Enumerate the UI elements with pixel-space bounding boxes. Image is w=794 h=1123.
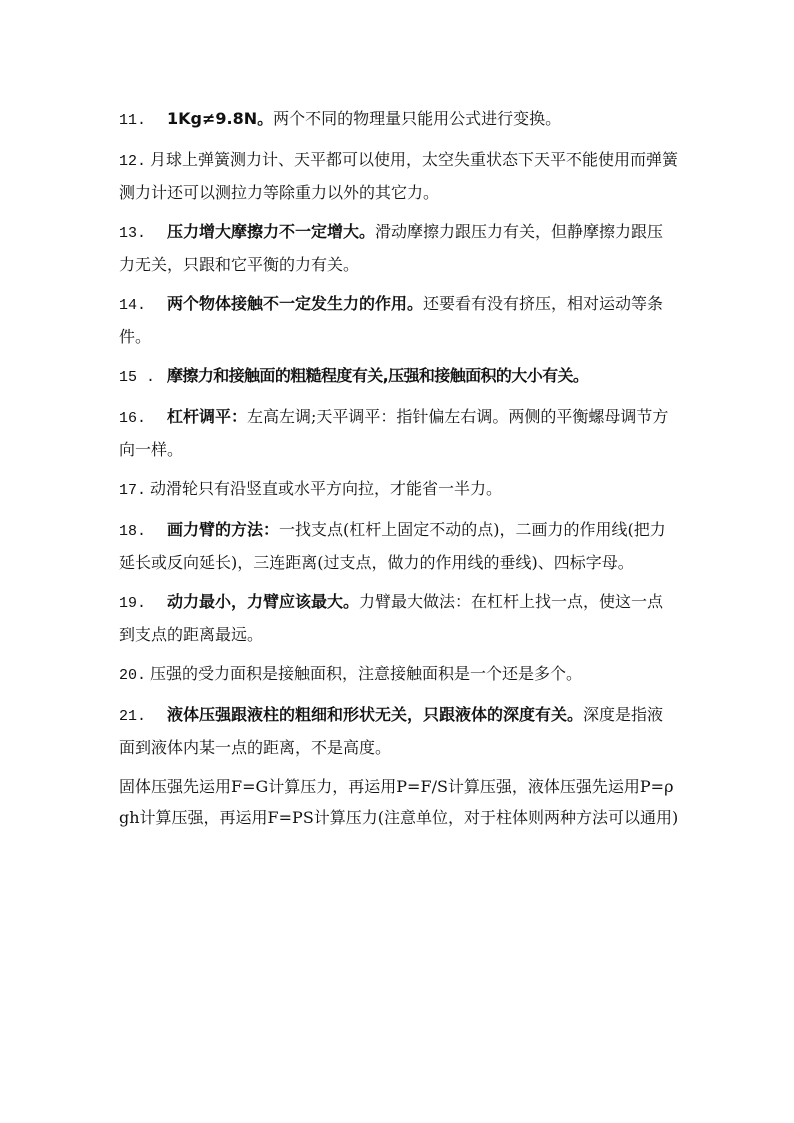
item-text: 一找支点(杠杆上固定不动的点)，二画力的作用线(把力延长或反向延长)，三连距离(过支点，做力的作用线的垂线)、四标字母。 [119, 520, 666, 572]
item-text: 压强的受力面积是接触面积，注意接触面积是一个还是多个。 [150, 664, 583, 683]
list-item-16 [119, 401, 679, 465]
list-item-18 [119, 514, 679, 578]
list-item-11 [119, 103, 679, 136]
item-number: 17. [119, 482, 147, 499]
item-text: 滑动摩擦力跟压力有关，但静摩擦力跟压力无关，只跟和它平衡的力有关。 [119, 222, 664, 274]
item-bold-text: 杠杆调平： [167, 407, 248, 426]
item-bold-text: 1Kg≠9.8N。 [167, 109, 274, 128]
closing-paragraph: 固体压强先运用F=G计算压力，再运用P=F/S计算压强，液体压强先运用P=ρgh计算压强，再运用F=PS计算压力(注意单位，对于柱体则两种方法可以通用) [119, 777, 679, 827]
document-body [119, 103, 679, 841]
item-text: 还要看有没有挤压，相对运动等条件。 [119, 294, 664, 346]
item-bold-text: 摩擦力和接触面的粗糙程度有关,压强和接触面积的大小有关。 [167, 366, 589, 385]
item-text: 左高左调;天平调平：指针偏左右调。两侧的平衡螺母调节方向一样。 [119, 407, 669, 459]
item-number: 16. [119, 410, 147, 427]
item-text: 力臂最大做法：在杠杆上找一点，使这一点到支点的距离最远。 [119, 592, 664, 644]
list-item-12 [119, 144, 679, 208]
item-bold-text: 压力增大摩擦力不一定增大。 [167, 222, 376, 241]
item-text: 月球上弹簧测力计、天平都可以使用，太空失重状态下天平不能使用而弹簧测力计还可以测拉力等除重力以外的其它力。 [119, 150, 679, 202]
item-number: 19. [119, 595, 147, 612]
item-bold-text: 动力最小，力臂应该最大。 [167, 592, 360, 611]
list-item-13 [119, 216, 679, 280]
list-item-20 [119, 658, 679, 691]
item-number: 21. [119, 708, 147, 725]
item-text: 两个不同的物理量只能用公式进行变换。 [273, 109, 562, 128]
list-item-19 [119, 586, 679, 650]
item-bold-text: 液体压强跟液柱的粗细和形状无关，只跟液体的深度有关。 [167, 705, 584, 724]
item-bold-text: 画力臂的方法： [167, 520, 280, 539]
item-text: 深度是指液面到液体内某一点的距离，不是高度。 [119, 705, 664, 757]
item-number: 15 . [119, 369, 156, 386]
item-number: 20. [119, 667, 147, 684]
item-number: 12. [119, 153, 147, 170]
item-number: 13. [119, 225, 147, 242]
item-number: 11. [119, 112, 147, 129]
item-number: 18. [119, 523, 147, 540]
list-item-14 [119, 288, 679, 352]
item-number: 14. [119, 297, 147, 314]
item-bold-text: 两个物体接触不一定发生力的作用。 [167, 294, 424, 313]
list-item-21 [119, 699, 679, 763]
item-text: 动滑轮只有沿竖直或水平方向拉，才能省一半力。 [150, 479, 503, 498]
list-item-15 [119, 360, 679, 393]
list-item-17 [119, 473, 679, 506]
